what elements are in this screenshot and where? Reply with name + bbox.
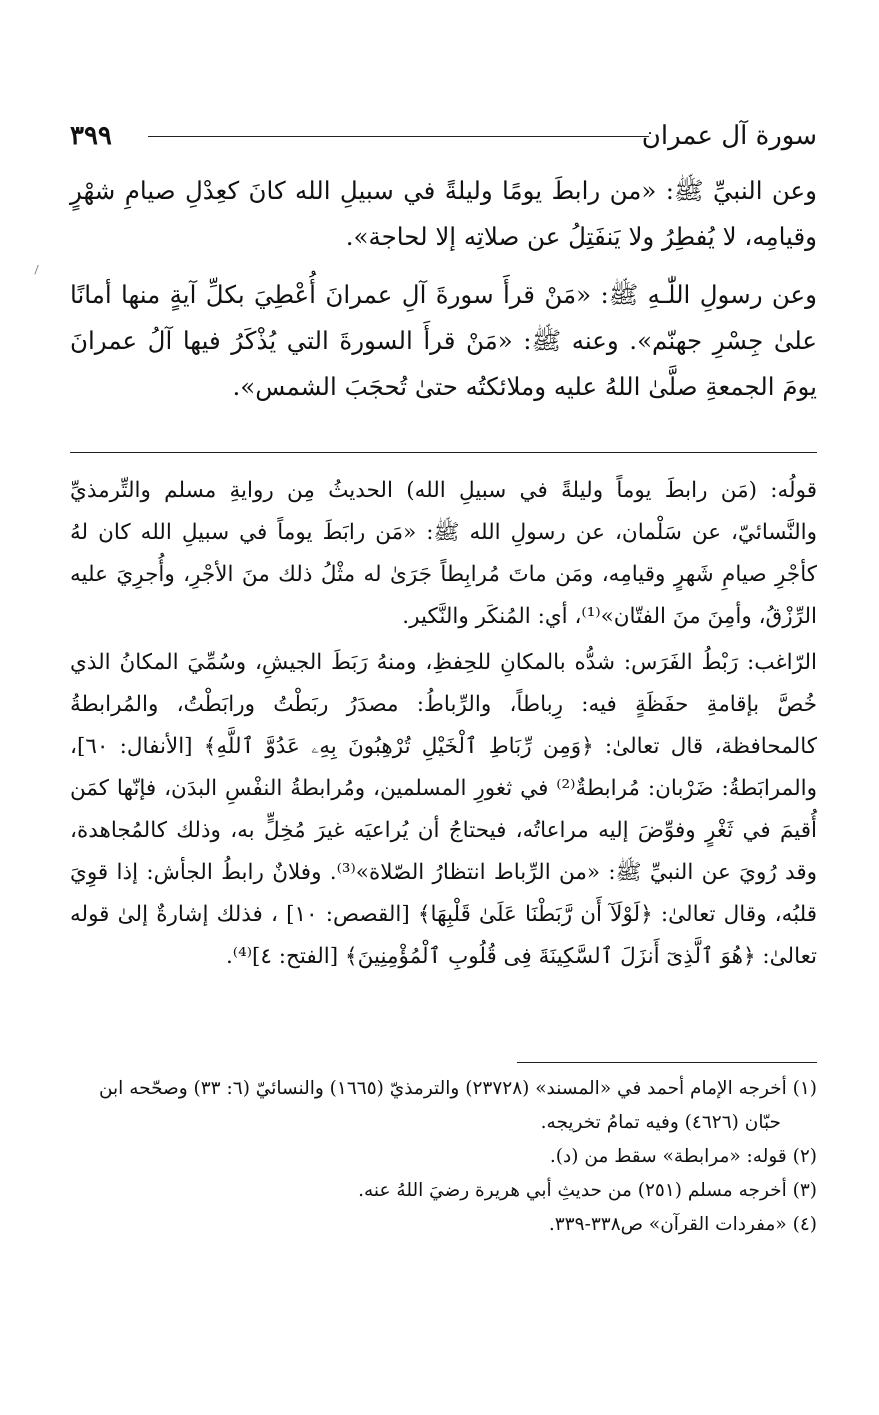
- main-paragraph: وعن النبيِّ ﷺ: «من رابطَ يومًا وليلةً في سبيلِ الله كانَ كعِدْلِ صيامِ شهْرٍ وقيامِه، لا يُفطِرُ ولا يَنفَتِلُ عن صلاتِه إلا لحاجة».: [70, 176, 817, 251]
- page-number: ٣٩٩: [70, 121, 112, 151]
- footnote: (١) أخرجه الإمام أحمد في «المسند» (٢٣٧٢٨) والترمذيّ (١٦٦٥) والنسائيّ (٦: ٣٣) وصحّحه ابن: [98, 1078, 817, 1099]
- commentary-paragraph: الرّاغب: رَبْطُ الفَرَس: شدُّه بالمكانِ للحِفظِ، ومنهُ رَبَطَ الجيشِ، وسُمِّيَ المكانُ الذي خُصَّ بإقامةِ حفَظَةٍ فيه: رِباطاً، والرِّباطُ: مصدَرُ ربَطْتُ ورابَطْتُ، والمُرابطةُ كالمحافظة، قال تعالىٰ: ﴿وَمِن رِّبَاطِ ٱلْخَيْلِ تُرْهِبُونَ بِهِۦ عَدُوَّ ٱللَّهِ﴾ [الأنفال: ٦٠]، والمرابَطةُ: ضَرْبان: مُرابطةٌ⁽²⁾ في ثغورِ المسلمين، ومُرابطةُ النفْسِ البدَن، فإنّها كمَن أُقيمَ في ثَغْرٍ وفوِّضَ إليه مراعاتُه، فيحتاجُ أن يُراعيَه غيرَ مُخِلٍّ به، وذلك كالمُجاهدة، وقد رُويَ عن النبيِّ ﷺ: «من الرِّباط انتظارُ الصّلاة»⁽³⁾. وفلانٌ رابطُ الجأش: إذا قوِيَ قلبُه، وقال تعالىٰ: ﴿لَوْلَآ أَن رَّبَطْنَا عَلَىٰ قَلْبِهَا﴾ [القصص: ١٠] ، فذلك إشارةٌ إلىٰ قوله تعالىٰ: ﴿هُوَ ٱلَّذِىٓ أَنزَلَ ٱلسَّكِينَةَ فِى قُلُوبِ ٱلْمُؤْمِنِينَ﴾ [الفتح: ٤]⁽⁴⁾.: [70, 650, 818, 969]
- section-divider: [70, 452, 817, 453]
- page-header: [70, 116, 817, 156]
- footnote: (٣) أخرجه مسلم (٢٥١) من حديثِ أبي هريرة رضيَ اللهُ عنه.: [358, 1180, 817, 1201]
- running-title: سورة آل عمران: [641, 121, 817, 151]
- footnotes: [70, 1072, 817, 1242]
- header-rule: [148, 136, 649, 137]
- commentary-paragraph: قولُه: (مَن رابطَ يوماً وليلةً في سبيلِ الله) الحديثُ مِن روايةِ مسلم والتِّرمذيِّ والنَّسائيّ، عن سَلْمان، عن رسولِ الله ﷺ: «مَن رابَطَ يوماً في سبيلِ الله كان لهُ كأجْرِ صيامِ شَهرٍ وقيامِه، ومَن ماتَ مُرابِطاً جَرَىٰ له مثْلُ ذلك منَ الأجْرِ، وأُجرِيَ عليه الرِّزْقُ، وأمِنَ منَ الفتّان»⁽¹⁾، أي: المُنكَر والنَّكير.: [70, 478, 817, 629]
- footnote-continuation: حبّان (٤٦٢٦) وفيه تمامُ تخريجه.: [540, 1112, 781, 1133]
- main-paragraph: وعن رسولِ اللّٰـهِ ﷺ: «مَنْ قرأَ سورةَ آلِ عمرانَ أُعْطِيَ بكلِّ آيةٍ منها أمانًا علىٰ جِسْرِ جهنّم». وعنه ﷺ: «مَنْ قرأَ السورةَ التي يُذْكَرُ فيها آلُ عمرانَ يومَ الجمعةِ صلَّىٰ اللهُ عليه وملائكتُه حتىٰ تُحجَبَ الشمس».: [70, 280, 817, 401]
- main-text: [70, 168, 817, 422]
- footnote-rule: [517, 1062, 817, 1063]
- footnote: (٤) «مفردات القرآن» ص٣٣٨-٣٣٩.: [548, 1214, 817, 1235]
- commentary-text: [70, 470, 817, 982]
- margin-mark: [34, 265, 40, 275]
- footnote: (٢) قوله: «مرابطة» سقط من (د).: [549, 1146, 817, 1167]
